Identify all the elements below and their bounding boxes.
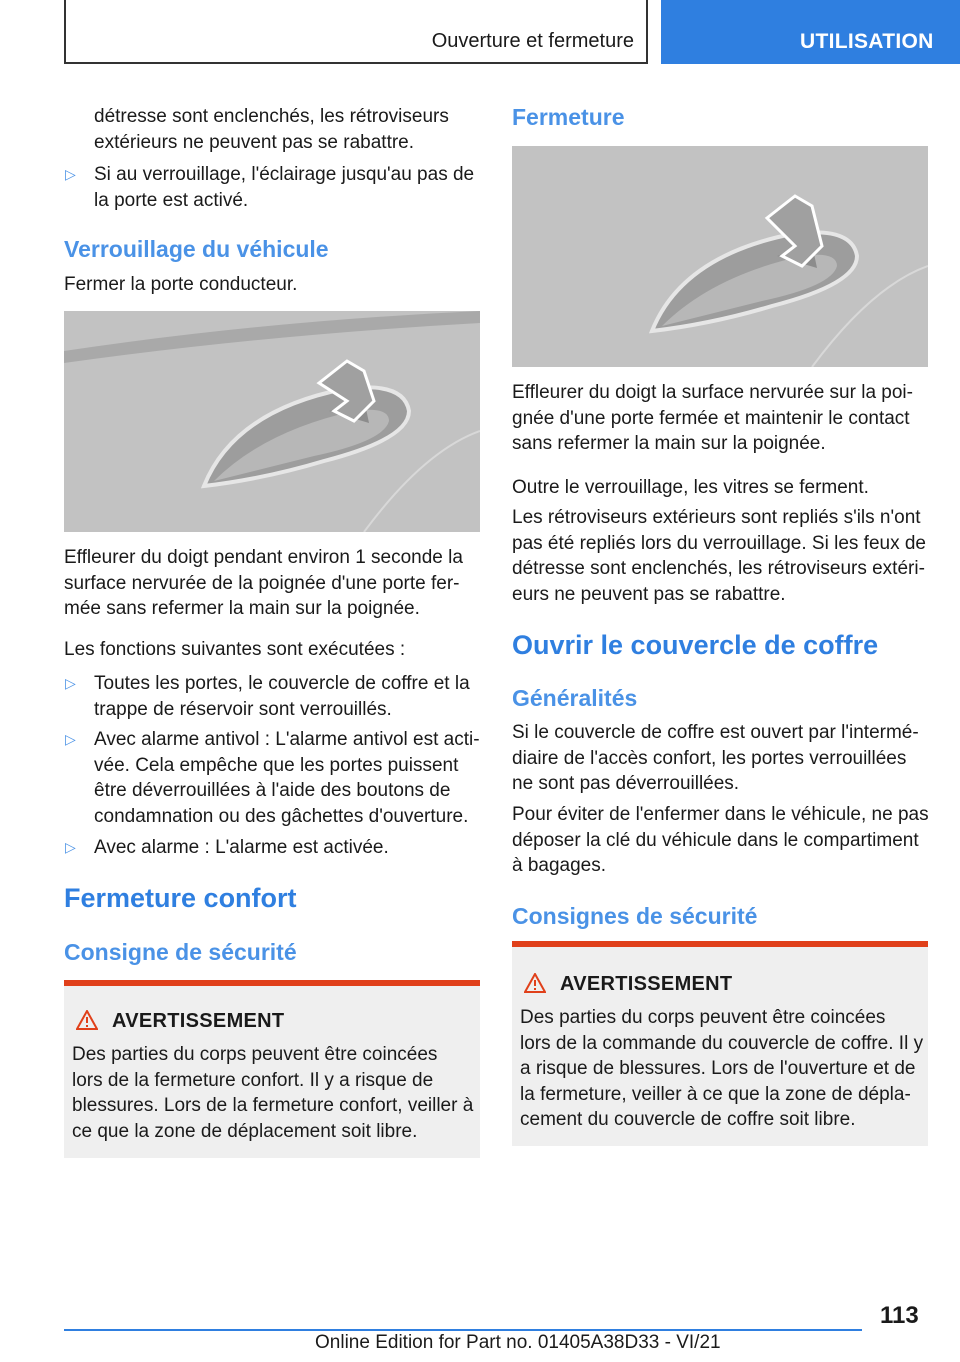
text-line: détresse sont enclenchés, les rétroviseurs <box>94 106 449 127</box>
text-line: Pour éviter de l'enfermer dans le véhicule, ne pas <box>512 804 929 825</box>
triangle-bullet-icon: ▷ <box>65 731 76 747</box>
caption-left <box>64 545 463 622</box>
text-line: Avec alarme : L'alarme est activée. <box>94 837 389 858</box>
text-line: déposer la clé du véhicule dans le compartiment <box>512 829 919 851</box>
warning-text <box>72 1042 473 1144</box>
text-line: mée sans refermer la main sur la poignée. <box>64 598 420 619</box>
text-line: extérieurs ne peuvent pas se rabattre. <box>94 131 415 153</box>
text-line: a risque de blessures. Lors de l'ouverture et de <box>520 1058 916 1079</box>
text-line: diaire de l'accès confort, les portes verrouillées <box>512 747 907 769</box>
text-line: Si le couvercle de coffre est ouvert par l'intermé‐ <box>512 722 919 743</box>
text-line: lors de la fermeture confort. Il y a risque de <box>72 1069 434 1091</box>
text-line: lors de la commande du couvercle de coffre. Il y <box>520 1032 924 1054</box>
heading-fermeture-confort: Fermeture confort <box>64 883 297 913</box>
text-line: la fermeture, veiller à ce que la zone de dépla‐ <box>520 1083 911 1105</box>
header-tab-utilisation <box>661 0 960 64</box>
text-line: Effleurer du doigt pendant environ 1 seconde la <box>64 547 463 568</box>
heading-consignes: Consignes de sécurité <box>512 903 758 929</box>
paragraph-eviter <box>512 802 929 879</box>
footer-edition: Online Edition for Part no. 01405A38D33 - VI/21 <box>315 1332 721 1353</box>
paragraph-outre: Outre le verrouillage, les vitres se ferment. <box>512 477 869 498</box>
text-line: Des parties du corps peuvent être coincées <box>72 1044 438 1065</box>
heading-generalites: Généralités <box>512 685 638 711</box>
text-line: sans refermer la main sur la poignée. <box>512 433 826 454</box>
header-tab-label: UTILISATION <box>800 30 934 53</box>
heading-ouvrir-couvercle: Ouvrir le couvercle de coffre <box>512 630 879 660</box>
list-item <box>65 162 475 213</box>
text-line: vée. Cela empêche que les portes puissent <box>94 754 459 776</box>
triangle-bullet-icon: ▷ <box>65 839 76 855</box>
warning-title: AVERTISSEMENT <box>112 1010 285 1032</box>
text-line: blessures. Lors de la fermeture confort, veiller à <box>72 1095 474 1116</box>
text-line: Avec alarme antivol : L'alarme antivol est acti‐ <box>94 729 480 750</box>
text-line: à bagages. <box>512 855 607 876</box>
continued-paragraph <box>94 104 449 155</box>
text-line: Effleurer du doigt la surface nervurée sur la poi‐ <box>512 382 913 403</box>
text-line: cement du couvercle de coffre soit libre. <box>520 1109 856 1130</box>
footer-divider <box>64 1329 862 1331</box>
warning-box-left <box>64 980 480 1158</box>
door-handle-illustration-right <box>512 146 928 367</box>
text-line: être déverrouillées à l'aide des boutons de <box>94 780 451 801</box>
text-line: eurs ne peuvent pas se rabattre. <box>512 583 786 605</box>
text-line: condamnation ou des gâchettes d'ouverture. <box>94 805 469 827</box>
paragraph-couvercle <box>512 720 919 797</box>
triangle-bullet-icon: ▷ <box>65 166 76 182</box>
warning-box-right <box>512 941 928 1146</box>
warning-text <box>520 1005 923 1133</box>
list-item <box>65 671 470 722</box>
text-line: Les rétroviseurs extérieurs sont repliés s'ils n'ont <box>512 507 921 528</box>
warning-triangle-icon <box>524 973 546 993</box>
text-line: Toutes les portes, le couvercle de coffre et la <box>94 673 470 694</box>
heading-consigne: Consigne de sécurité <box>64 939 297 965</box>
door-handle-drawing <box>512 146 928 367</box>
paragraph-fermer: Fermer la porte conducteur. <box>64 274 298 295</box>
paragraph-fonctions: Les fonctions suivantes sont exécutées : <box>64 639 406 660</box>
heading-fermeture: Fermeture <box>512 104 625 130</box>
triangle-bullet-icon: ▷ <box>65 675 76 691</box>
text-line: trappe de réservoir sont verrouillés. <box>94 698 392 720</box>
warning-title: AVERTISSEMENT <box>560 973 733 995</box>
paragraph-retroviseurs <box>512 505 926 607</box>
text-line: ce que la zone de déplacement soit libre. <box>72 1120 418 1142</box>
door-handle-drawing <box>64 311 480 532</box>
text-line: gnée d'une porte fermée et maintenir le contact <box>512 407 910 429</box>
text-line: Des parties du corps peuvent être coincées <box>520 1007 886 1028</box>
door-handle-illustration <box>64 311 480 532</box>
list-item <box>65 727 480 829</box>
list-item <box>65 835 389 861</box>
text-line: ne sont pas déverrouillées. <box>512 773 740 794</box>
header-section-title: Ouverture et fermeture <box>431 30 634 52</box>
text-line: la porte est activé. <box>94 189 249 211</box>
text-line: détresse sont enclenchés, les rétroviseurs extéri‐ <box>512 558 925 579</box>
text-line: surface nervurée de la poignée d'une porte fer‐ <box>64 572 460 594</box>
caption-right <box>512 380 913 457</box>
warning-triangle-icon <box>76 1010 98 1030</box>
text-line: pas été repliés lors du verrouillage. Si les feux de <box>512 532 927 554</box>
page-number: 113 <box>880 1302 919 1329</box>
text-line: Si au verrouillage, l'éclairage jusqu'au pas de <box>94 164 475 185</box>
heading-verrouillage: Verrouillage du véhicule <box>64 236 329 262</box>
